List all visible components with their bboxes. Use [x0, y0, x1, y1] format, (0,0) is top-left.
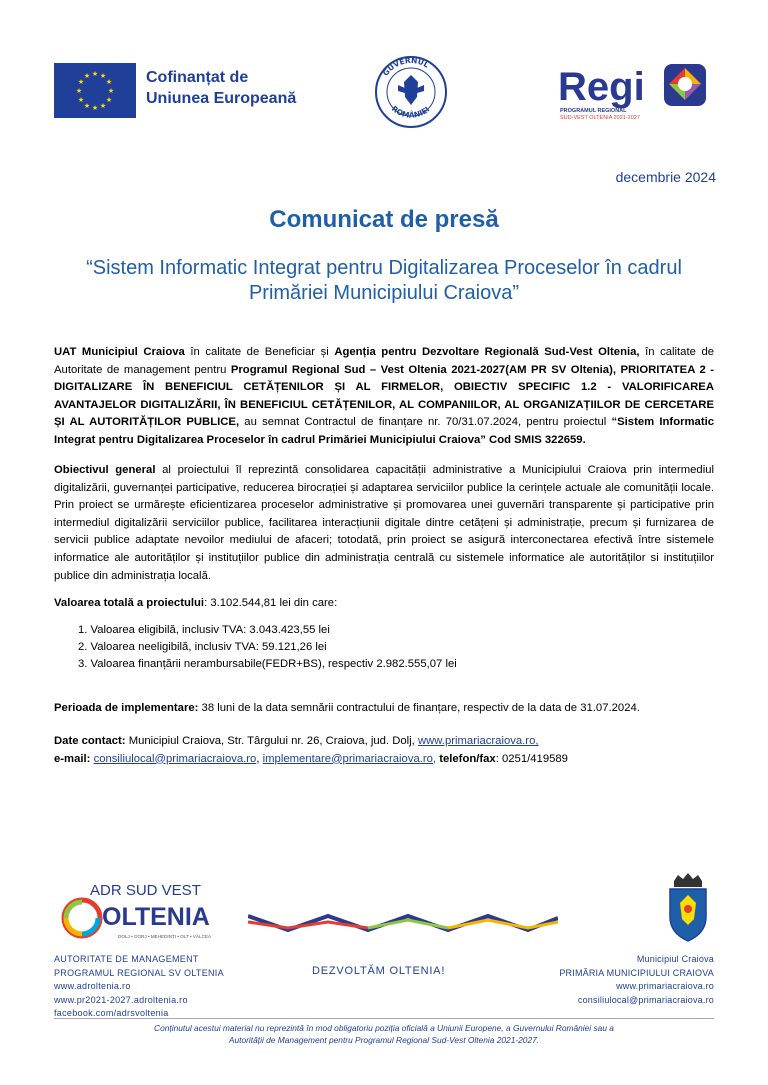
email-link-consiliu[interactable]: consiliulocal@primariacraiova.ro	[93, 752, 257, 765]
footer-link[interactable]: consiliulocal@primariacraiova.ro	[577, 994, 714, 1005]
document-date: decembrie 2024	[615, 169, 716, 185]
perioada-text: 38 luni de la data semnării contractului de finanțare, respectiv de la data de 31.07.2024.	[198, 702, 640, 714]
obiectiv-label: Obiectivul general	[54, 464, 156, 476]
footer-slogan: DEZVOLTĂM OLTENIA!	[312, 965, 446, 977]
beneficiar-name: UAT Municipiul Craiova	[54, 346, 185, 358]
footer-primaria	[559, 953, 714, 1007]
valoare-label: Valoarea totală a proiectului	[54, 597, 205, 609]
adr-counties-text: DOLJ • GORJ • MEHEDINȚI • OLT • VÂLCEA	[118, 934, 212, 939]
cofinantat-label	[146, 67, 296, 109]
page-title: Comunicat de presă	[269, 206, 499, 233]
obiectiv-text: al proiectului îl reprezintă consolidarea capacității administrative a Municipiului Craiova prin intermediul digitalizării, guvernanței participative, reducerea birocrației și adaptarea serviciilor publice la cerințele actuale ale comunității locale. Prin proiect se urmărește eficientizarea proceselor administrative și promovarea unei guvernări transparente și participative prin intermediul digitalizării serviciilor publice, facilitarea interacțiunii digitale dintre cetățeni și administrație, precum și furnizarea de servicii publice adaptate nevoilor mediului de afaceri; totodată, prin proiect se asigură interconectarea efectivă între sistemele informatice ale autorităților și instituțiilor publice din administrația centrală cu sistemele informatice ale autorităților si instituțiilor publice din administrația locală.	[54, 464, 714, 582]
paragraph-beneficiar	[54, 344, 714, 450]
text-run: au semnat Contractul de finanțare nr. 70/31.07.2024, pentru proiectul	[239, 416, 612, 429]
regio-logo	[558, 58, 718, 124]
footer-disclaimer: Conținutul acestui material nu reprezintă în mod obligatoriu poziția oficială a Uniunii Europene, a Guvernului României sau a Autorității de Management pentru Programul Regional Sud-Vest Oltenia 2021-2027.	[154, 1023, 614, 1045]
paragraph-obiectiv	[54, 462, 714, 585]
list-item: 3. Valoarea finanțării nerambursabile(FEDR+BS), respectiv 2.982.555,07 lei	[78, 658, 457, 670]
svg-text:ROMÂNIEI: ROMÂNIEI	[389, 104, 432, 120]
perioada-label: Perioada de implementare:	[54, 702, 199, 714]
svg-text:★: ★	[105, 96, 113, 104]
paragraph-perioada	[54, 700, 714, 718]
craiova-coat-of-arms	[664, 873, 712, 943]
eu-flag-logo	[54, 63, 136, 118]
text-run: în calitate de Autoritate de management pentru	[54, 346, 715, 376]
footer-left-line: PROGRAMUL REGIONAL SV OLTENIA	[54, 967, 224, 978]
phone-label: telefon/fax	[436, 752, 496, 765]
project-name: “Sistem Informatic Integrat pentru Digitalizarea Proceselor în cadrul Primăriei Municipiului Craiova” Cod SMIS 322659.	[54, 416, 714, 446]
svg-text:★: ★	[107, 87, 115, 95]
project-subtitle: “Sistem Informatic Integrat pentru Digitalizarea Proceselor în cadrul Primăriei Municipiului Craiova”	[86, 257, 682, 304]
footer-link[interactable]: facebook.com/adrsvoltenia	[54, 1008, 169, 1018]
contact-label: Date contact:	[54, 735, 126, 747]
svg-text:★: ★	[83, 72, 91, 80]
adr-top-text: ADR SUD VEST	[90, 882, 201, 899]
values-list	[78, 622, 457, 673]
separator: ,	[256, 752, 263, 765]
paragraph-contact	[54, 733, 714, 768]
cofinantat-line2: Uniunea Europeană	[146, 90, 297, 107]
list-item: 2. Valoarea neeligibilă, inclusiv TVA: 59.121,26 lei	[78, 641, 327, 653]
decorative-stripe	[248, 912, 558, 934]
svg-text:GUVERNUL: GUVERNUL	[380, 55, 431, 78]
adr-sud-vest-oltenia-logo	[54, 880, 239, 946]
svg-text:★: ★	[75, 87, 83, 95]
footer-link[interactable]: www.adroltenia.ro	[54, 981, 131, 991]
website-link[interactable]: www.primariacraiova.ro,	[417, 735, 539, 747]
svg-text:SUD-VEST OLTENIA 2021-2027: SUD-VEST OLTENIA 2021-2027	[560, 115, 640, 121]
svg-text:★: ★	[91, 104, 99, 112]
svg-text:Regi: Regi	[558, 65, 645, 109]
footer-left-line: AUTORITATE DE MANAGEMENT	[54, 954, 199, 964]
guvernul-romaniei-seal	[374, 55, 448, 129]
email-label: e-mail:	[54, 752, 91, 765]
paragraph-valoare	[54, 595, 714, 613]
valoare-text: : 3.102.544,81 lei din care:	[204, 597, 338, 609]
footer-link[interactable]: www.pr2021-2027.adroltenia.ro	[54, 994, 188, 1005]
footer-right-line: PRIMĂRIA MUNICIPIULUI CRAIOVA	[559, 967, 714, 978]
footer-divider	[54, 1018, 714, 1019]
agentia-name: Agenția pentru Dezvoltare Regională Sud-Vest Oltenia,	[334, 346, 640, 358]
footer-link[interactable]: www.primariacraiova.ro	[616, 981, 714, 991]
footer-right-line: Municipiul Craiova	[636, 954, 714, 964]
phone-number: : 0251/419589	[495, 752, 568, 765]
svg-text:★: ★	[99, 72, 107, 80]
footer-managing-authority	[54, 953, 224, 1021]
text-run: în calitate de Beneficiar și	[184, 346, 335, 358]
adr-main-text: OLTENIA	[102, 903, 210, 931]
svg-text:★: ★	[91, 70, 99, 78]
list-item: 1. Valoarea eligibilă, inclusiv TVA: 3.043.423,55 lei	[78, 624, 330, 636]
svg-text:PROGRAMUL REGIONAL: PROGRAMUL REGIONAL	[560, 108, 627, 114]
cofinantat-line1: Cofinanțat de	[146, 69, 249, 86]
svg-text:★: ★	[77, 96, 85, 104]
email-link-implementare[interactable]: implementare@primariacraiova.ro,	[262, 752, 437, 765]
svg-text:★: ★	[77, 78, 85, 86]
svg-text:★: ★	[83, 102, 91, 110]
svg-text:★: ★	[99, 102, 107, 110]
svg-text:★: ★	[105, 78, 113, 86]
contact-address: Municipiul Craiova, Str. Târgului nr. 26, Craiova, jud. Dolj,	[125, 735, 418, 747]
program-priority: Programul Regional Sud – Vest Oltenia 2021-2027(AM PR SV Oltenia), PRIORITATEA 2 - DIGITALIZARE ÎN BENEFICIUL CETĂȚENILOR ȘI AL FIRMELOR, OBIECTIV SPECIFIC 1.2 - VALORIFICAREA AVANTAJELOR DIGITALIZĂRII, ÎN BENEFICIUL CETĂȚENILOR, AL COMPANIILOR, AL ORGANIZAȚIILOR DE CERCETARE ȘI AL AUTORITĂȚILOR PUBLICE,	[54, 363, 714, 429]
